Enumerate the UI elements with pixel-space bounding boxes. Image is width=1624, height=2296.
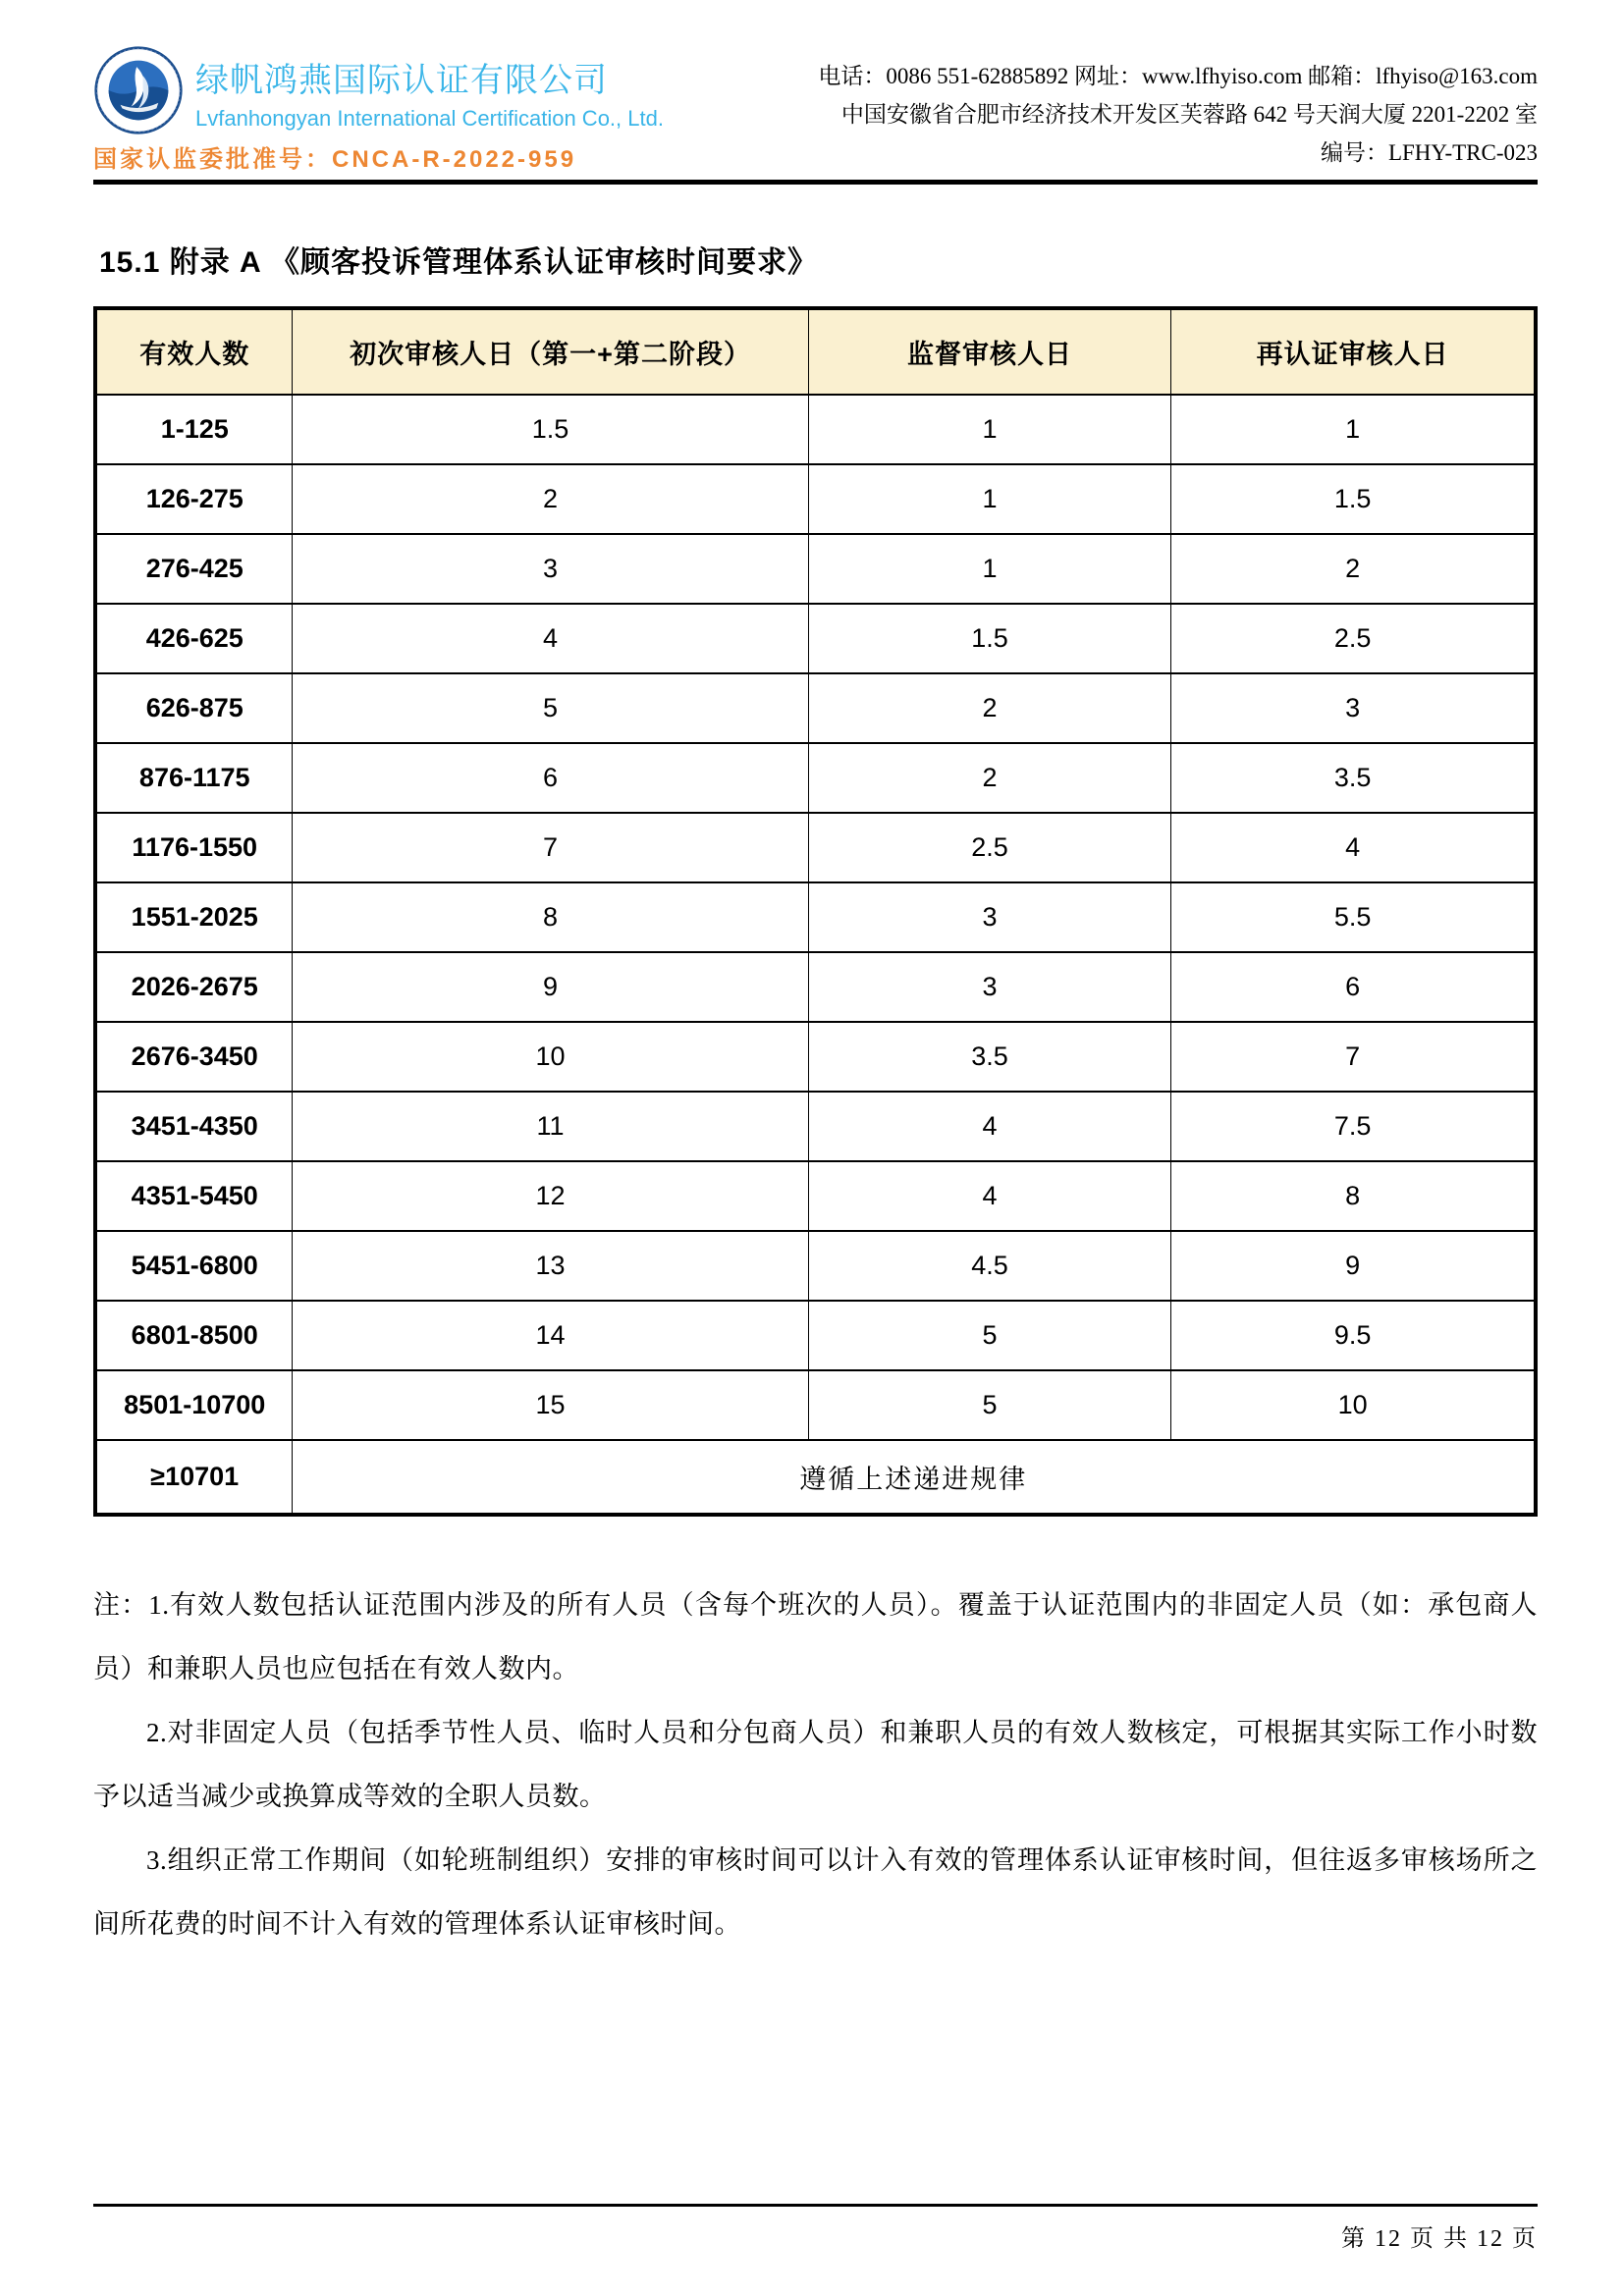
value-cell: 4 <box>293 604 808 673</box>
value-cell: 11 <box>293 1092 808 1161</box>
table-row <box>95 1231 1536 1301</box>
table-row <box>95 1301 1536 1370</box>
value-cell: 1.5 <box>808 604 1171 673</box>
table-row <box>95 882 1536 952</box>
value-cell: 8 <box>293 882 808 952</box>
value-cell: 3 <box>808 882 1171 952</box>
footer-divider <box>93 2204 1538 2207</box>
range-cell: 3451-4350 <box>95 1092 293 1161</box>
table-row <box>95 673 1536 743</box>
value-cell: 5 <box>808 1370 1171 1440</box>
value-cell: 2 <box>293 464 808 534</box>
table-row-merged <box>95 1440 1536 1515</box>
contact-phone-web-email: 电话：0086 551-62885892 网址：www.lfhyiso.com 邮箱：lfhyiso@163.com <box>818 64 1538 88</box>
table-row <box>95 1161 1536 1231</box>
range-cell: 5451-6800 <box>95 1231 293 1301</box>
merged-note-cell: 遵循上述递进规律 <box>293 1440 1536 1515</box>
table-row <box>95 952 1536 1022</box>
range-cell: 276-425 <box>95 534 293 604</box>
value-cell: 4 <box>808 1161 1171 1231</box>
company-name-cn: 绿帆鸿燕国际认证有限公司 <box>195 62 608 99</box>
value-cell: 2 <box>1171 534 1536 604</box>
value-cell: 4 <box>808 1092 1171 1161</box>
range-cell: 6801-8500 <box>95 1301 293 1370</box>
header-brand-block <box>93 45 664 174</box>
value-cell: 7 <box>1171 1022 1536 1092</box>
value-cell: 5.5 <box>1171 882 1536 952</box>
approval-number: 国家认监委批准号：CNCA-R-2022-959 <box>93 146 577 173</box>
value-cell: 10 <box>293 1022 808 1092</box>
value-cell: 1 <box>1171 395 1536 464</box>
company-name-en: Lvfanhongyan International Certification Co., Ltd. <box>195 106 664 131</box>
table-row <box>95 813 1536 882</box>
value-cell: 7.5 <box>1171 1092 1536 1161</box>
value-cell: 1 <box>808 534 1171 604</box>
table-header-row <box>95 308 1536 395</box>
table-row <box>95 464 1536 534</box>
value-cell: 2 <box>808 743 1171 813</box>
range-cell: 4351-5450 <box>95 1161 293 1231</box>
table-row <box>95 534 1536 604</box>
notes-section <box>93 1574 1538 1956</box>
page-number: 第 12 页 共 12 页 <box>1341 2226 1538 2252</box>
range-cell: 426-625 <box>95 604 293 673</box>
value-cell: 3.5 <box>808 1022 1171 1092</box>
note-2: 2.对非固定人员（包括季节性人员、临时人员和分包商人员）和兼职人员的有效人数核定，可根据其实际工作小时数予以适当减少或换算成等效的全职人员数。 <box>93 1718 1538 1811</box>
value-cell: 14 <box>293 1301 808 1370</box>
value-cell: 2 <box>808 673 1171 743</box>
table-row <box>95 604 1536 673</box>
value-cell: 10 <box>1171 1370 1536 1440</box>
range-cell: 1176-1550 <box>95 813 293 882</box>
range-cell: 1551-2025 <box>95 882 293 952</box>
table-row <box>95 395 1536 464</box>
table-row <box>95 743 1536 813</box>
contact-info <box>818 45 1538 174</box>
value-cell: 5 <box>808 1301 1171 1370</box>
header-divider <box>93 180 1538 185</box>
value-cell: 3 <box>1171 673 1536 743</box>
value-cell: 6 <box>1171 952 1536 1022</box>
column-header-recertification-audit: 再认证审核人日 <box>1171 308 1536 395</box>
document-number: 编号：LFHY-TRC-023 <box>1320 140 1538 165</box>
audit-time-table <box>93 306 1538 1517</box>
note-1: 注：1.有效人数包括认证范围内涉及的所有人员（含每个班次的人员）。覆盖于认证范围内的非固定人员（如：承包商人员）和兼职人员也应包括在有效人数内。 <box>93 1590 1538 1683</box>
range-cell: 626-875 <box>95 673 293 743</box>
value-cell: 5 <box>293 673 808 743</box>
range-cell: 876-1175 <box>95 743 293 813</box>
value-cell: 9 <box>293 952 808 1022</box>
value-cell: 13 <box>293 1231 808 1301</box>
value-cell: 9.5 <box>1171 1301 1536 1370</box>
column-header-effective-people: 有效人数 <box>95 308 293 395</box>
range-cell: 1-125 <box>95 395 293 464</box>
value-cell: 9 <box>1171 1231 1536 1301</box>
column-header-initial-audit: 初次审核人日（第一+第二阶段） <box>293 308 808 395</box>
range-cell: ≥10701 <box>95 1440 293 1515</box>
value-cell: 4 <box>1171 813 1536 882</box>
document-header <box>93 0 1538 174</box>
company-logo-icon <box>93 45 184 135</box>
range-cell: 8501-10700 <box>95 1370 293 1440</box>
value-cell: 1.5 <box>293 395 808 464</box>
value-cell: 4.5 <box>808 1231 1171 1301</box>
value-cell: 15 <box>293 1370 808 1440</box>
value-cell: 8 <box>1171 1161 1536 1231</box>
contact-address: 中国安徽省合肥市经济技术开发区芙蓉路 642 号天润大厦 2201-2202 室 <box>840 102 1538 127</box>
value-cell: 12 <box>293 1161 808 1231</box>
value-cell: 1 <box>808 464 1171 534</box>
page-footer <box>93 2204 1538 2253</box>
value-cell: 2.5 <box>808 813 1171 882</box>
value-cell: 1.5 <box>1171 464 1536 534</box>
page-title: 15.1 附录 A 《顾客投诉管理体系认证审核时间要求》 <box>99 246 818 279</box>
note-3: 3.组织正常工作期间（如轮班制组织）安排的审核时间可以计入有效的管理体系认证审核时间，但往返多审核场所之间所花费的时间不计入有效的管理体系认证审核时间。 <box>93 1845 1538 1939</box>
table-row <box>95 1370 1536 1440</box>
value-cell: 6 <box>293 743 808 813</box>
value-cell: 7 <box>293 813 808 882</box>
value-cell: 3.5 <box>1171 743 1536 813</box>
range-cell: 126-275 <box>95 464 293 534</box>
range-cell: 2676-3450 <box>95 1022 293 1092</box>
table-row <box>95 1092 1536 1161</box>
column-header-surveillance-audit: 监督审核人日 <box>808 308 1171 395</box>
value-cell: 3 <box>808 952 1171 1022</box>
table-row <box>95 1022 1536 1092</box>
value-cell: 1 <box>808 395 1171 464</box>
value-cell: 3 <box>293 534 808 604</box>
range-cell: 2026-2675 <box>95 952 293 1022</box>
value-cell: 2.5 <box>1171 604 1536 673</box>
